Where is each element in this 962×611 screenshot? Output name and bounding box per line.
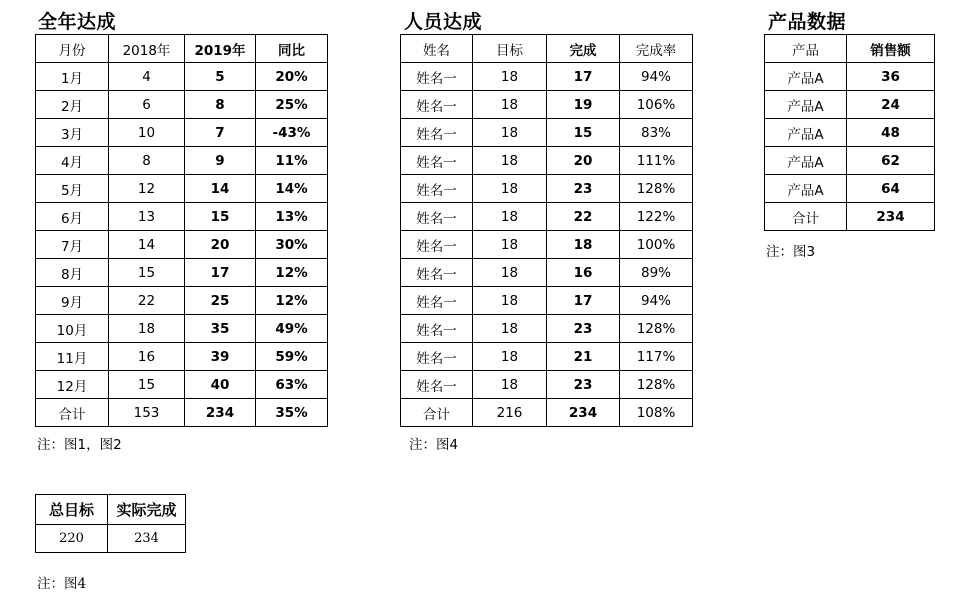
table-row-cell: 19 bbox=[547, 91, 620, 119]
table-row-cell: -43% bbox=[256, 119, 328, 147]
summary-note: 注：图4 bbox=[37, 576, 87, 592]
header-row-cell: 销售额 bbox=[847, 35, 935, 63]
table-row-cell: 18 bbox=[473, 119, 547, 147]
table-row-cell: 10 bbox=[109, 119, 185, 147]
table-row-cell: 12% bbox=[256, 287, 328, 315]
table-row bbox=[401, 147, 693, 175]
table-row-cell: 7月 bbox=[36, 231, 109, 259]
table-row-cell: 128% bbox=[620, 175, 693, 203]
table-row bbox=[401, 231, 693, 259]
table-row-cell: 17 bbox=[547, 287, 620, 315]
summary-header-target: 总目标 bbox=[36, 495, 108, 525]
table-row bbox=[401, 63, 693, 91]
table-row-cell: 16 bbox=[547, 259, 620, 287]
table-row-cell: 89% bbox=[620, 259, 693, 287]
staff-table bbox=[400, 34, 693, 427]
annual-title: 全年达成 bbox=[38, 11, 117, 33]
table-row-cell: 100% bbox=[620, 231, 693, 259]
table-row bbox=[401, 175, 693, 203]
table-row-cell: 姓名一 bbox=[401, 119, 473, 147]
table-row-cell: 30% bbox=[256, 231, 328, 259]
table-row-cell: 姓名一 bbox=[401, 231, 473, 259]
table-row-cell: 姓名一 bbox=[401, 315, 473, 343]
table-row-cell: 18 bbox=[473, 343, 547, 371]
staff-title: 人员达成 bbox=[404, 11, 483, 33]
table-row-cell: 3月 bbox=[36, 119, 109, 147]
table-row bbox=[36, 259, 328, 287]
table-row-cell: 9 bbox=[185, 147, 256, 175]
table-row-cell: 12% bbox=[256, 259, 328, 287]
table-row-cell: 17 bbox=[547, 63, 620, 91]
table-row-cell: 23 bbox=[547, 315, 620, 343]
table-row-cell: 产品A bbox=[765, 119, 847, 147]
summary-header-actual: 实际完成 bbox=[108, 495, 186, 525]
table-row-cell: 12 bbox=[109, 175, 185, 203]
table-row-cell: 18 bbox=[473, 203, 547, 231]
table-row-cell: 39 bbox=[185, 343, 256, 371]
table-row-cell: 94% bbox=[620, 63, 693, 91]
table-row-cell: 13% bbox=[256, 203, 328, 231]
table-row-cell: 姓名一 bbox=[401, 175, 473, 203]
table-row-cell: 94% bbox=[620, 287, 693, 315]
table-row-cell: 83% bbox=[620, 119, 693, 147]
table-row-cell: 2月 bbox=[36, 91, 109, 119]
table-row-cell: 18 bbox=[473, 147, 547, 175]
table-row bbox=[401, 203, 693, 231]
header-row bbox=[401, 35, 693, 63]
summary-value-actual: 234 bbox=[108, 525, 186, 553]
total-row-cell: 234 bbox=[847, 203, 935, 231]
table-row-cell: 11月 bbox=[36, 343, 109, 371]
table-row-cell: 9月 bbox=[36, 287, 109, 315]
total-row-cell: 35% bbox=[256, 399, 328, 427]
table-row-cell: 6月 bbox=[36, 203, 109, 231]
header-row-cell: 目标 bbox=[473, 35, 547, 63]
table-row-cell: 62 bbox=[847, 147, 935, 175]
table-row-cell: 25 bbox=[185, 287, 256, 315]
table-row-cell: 128% bbox=[620, 371, 693, 399]
table-row-cell: 22 bbox=[109, 287, 185, 315]
table-row-cell: 59% bbox=[256, 343, 328, 371]
table-row-cell: 122% bbox=[620, 203, 693, 231]
table-row-cell: 22 bbox=[547, 203, 620, 231]
table-row bbox=[36, 315, 328, 343]
table-row-cell: 15 bbox=[109, 371, 185, 399]
table-row-cell: 20 bbox=[547, 147, 620, 175]
annual-note: 注：图1，图2 bbox=[37, 437, 122, 453]
table-row bbox=[401, 119, 693, 147]
table-row bbox=[36, 63, 328, 91]
table-row-cell: 13 bbox=[109, 203, 185, 231]
table-row-cell: 姓名一 bbox=[401, 91, 473, 119]
header-row-cell: 姓名 bbox=[401, 35, 473, 63]
table-row-cell: 64 bbox=[847, 175, 935, 203]
total-row-cell: 153 bbox=[109, 399, 185, 427]
table-row-cell: 18 bbox=[473, 91, 547, 119]
table-row bbox=[36, 371, 328, 399]
header-row-cell: 2019年 bbox=[185, 35, 256, 63]
table-row bbox=[401, 371, 693, 399]
total-row-cell: 合计 bbox=[765, 203, 847, 231]
table-row-cell: 23 bbox=[547, 371, 620, 399]
table-row bbox=[765, 147, 935, 175]
table-row bbox=[401, 287, 693, 315]
table-row-cell: 21 bbox=[547, 343, 620, 371]
table-row bbox=[36, 175, 328, 203]
table-row bbox=[401, 91, 693, 119]
table-row-cell: 15 bbox=[185, 203, 256, 231]
table-row-cell: 14% bbox=[256, 175, 328, 203]
header-row-cell: 产品 bbox=[765, 35, 847, 63]
table-row-cell: 6 bbox=[109, 91, 185, 119]
table-row-cell: 24 bbox=[847, 91, 935, 119]
table-row-cell: 36 bbox=[847, 63, 935, 91]
table-row-cell: 产品A bbox=[765, 63, 847, 91]
table-row-cell: 35 bbox=[185, 315, 256, 343]
table-row-cell: 25% bbox=[256, 91, 328, 119]
table-row-cell: 18 bbox=[473, 175, 547, 203]
total-row-cell: 234 bbox=[547, 399, 620, 427]
table-row-cell: 1月 bbox=[36, 63, 109, 91]
total-row bbox=[36, 399, 328, 427]
table-row-cell: 姓名一 bbox=[401, 63, 473, 91]
header-row-cell: 完成率 bbox=[620, 35, 693, 63]
table-row-cell: 姓名一 bbox=[401, 203, 473, 231]
table-row-cell: 姓名一 bbox=[401, 343, 473, 371]
table-row-cell: 14 bbox=[109, 231, 185, 259]
table-row-cell: 17 bbox=[185, 259, 256, 287]
table-row-cell: 111% bbox=[620, 147, 693, 175]
table-row-cell: 14 bbox=[185, 175, 256, 203]
table-row bbox=[401, 315, 693, 343]
table-row bbox=[401, 259, 693, 287]
table-row-cell: 18 bbox=[547, 231, 620, 259]
table-row bbox=[36, 147, 328, 175]
table-row-cell: 18 bbox=[473, 259, 547, 287]
table-row-cell: 15 bbox=[109, 259, 185, 287]
summary-table bbox=[35, 494, 186, 553]
table-row-cell: 63% bbox=[256, 371, 328, 399]
header-row-cell: 完成 bbox=[547, 35, 620, 63]
table-row-cell: 产品A bbox=[765, 175, 847, 203]
table-row-cell: 18 bbox=[109, 315, 185, 343]
header-row-cell: 同比 bbox=[256, 35, 328, 63]
product-note: 注：图3 bbox=[766, 244, 816, 260]
table-row-cell: 10月 bbox=[36, 315, 109, 343]
header-row-cell: 2018年 bbox=[109, 35, 185, 63]
table-row-cell: 姓名一 bbox=[401, 371, 473, 399]
total-row-cell: 234 bbox=[185, 399, 256, 427]
table-row bbox=[36, 231, 328, 259]
table-row-cell: 20 bbox=[185, 231, 256, 259]
table-row-cell: 18 bbox=[473, 231, 547, 259]
total-row-cell: 108% bbox=[620, 399, 693, 427]
table-row bbox=[36, 287, 328, 315]
table-row-cell: 20% bbox=[256, 63, 328, 91]
table-row bbox=[765, 175, 935, 203]
table-row-cell: 姓名一 bbox=[401, 147, 473, 175]
total-row-cell: 合计 bbox=[36, 399, 109, 427]
table-row-cell: 7 bbox=[185, 119, 256, 147]
total-row-cell: 216 bbox=[473, 399, 547, 427]
table-row-cell: 产品A bbox=[765, 147, 847, 175]
table-row-cell: 128% bbox=[620, 315, 693, 343]
table-row-cell: 8 bbox=[185, 91, 256, 119]
table-row-cell: 4月 bbox=[36, 147, 109, 175]
table-row-cell: 106% bbox=[620, 91, 693, 119]
product-title: 产品数据 bbox=[768, 11, 847, 33]
table-row-cell: 18 bbox=[473, 371, 547, 399]
header-row bbox=[765, 35, 935, 63]
table-row-cell: 12月 bbox=[36, 371, 109, 399]
table-row-cell: 11% bbox=[256, 147, 328, 175]
table-row-cell: 18 bbox=[473, 315, 547, 343]
table-row-cell: 117% bbox=[620, 343, 693, 371]
table-row-cell: 18 bbox=[473, 63, 547, 91]
table-row-cell: 49% bbox=[256, 315, 328, 343]
table-row-cell: 18 bbox=[473, 287, 547, 315]
table-row-cell: 23 bbox=[547, 175, 620, 203]
table-row-cell: 15 bbox=[547, 119, 620, 147]
table-row bbox=[36, 91, 328, 119]
total-row bbox=[401, 399, 693, 427]
header-row bbox=[36, 35, 328, 63]
header-row-cell: 月份 bbox=[36, 35, 109, 63]
table-row bbox=[36, 203, 328, 231]
total-row bbox=[765, 203, 935, 231]
table-row-cell: 4 bbox=[109, 63, 185, 91]
total-row-cell: 合计 bbox=[401, 399, 473, 427]
table-row bbox=[36, 343, 328, 371]
summary-value-target: 220 bbox=[36, 525, 108, 553]
table-row-cell: 5月 bbox=[36, 175, 109, 203]
table-row bbox=[36, 119, 328, 147]
table-row-cell: 8 bbox=[109, 147, 185, 175]
table-row-cell: 8月 bbox=[36, 259, 109, 287]
product-table bbox=[764, 34, 935, 231]
table-row bbox=[765, 91, 935, 119]
staff-note: 注：图4 bbox=[409, 437, 459, 453]
table-row-cell: 产品A bbox=[765, 91, 847, 119]
table-row bbox=[765, 63, 935, 91]
table-row-cell: 48 bbox=[847, 119, 935, 147]
table-row bbox=[401, 343, 693, 371]
table-row-cell: 姓名一 bbox=[401, 259, 473, 287]
table-row-cell: 16 bbox=[109, 343, 185, 371]
table-row-cell: 40 bbox=[185, 371, 256, 399]
table-row-cell: 5 bbox=[185, 63, 256, 91]
table-row-cell: 姓名一 bbox=[401, 287, 473, 315]
annual-table bbox=[35, 34, 328, 427]
table-row bbox=[765, 119, 935, 147]
